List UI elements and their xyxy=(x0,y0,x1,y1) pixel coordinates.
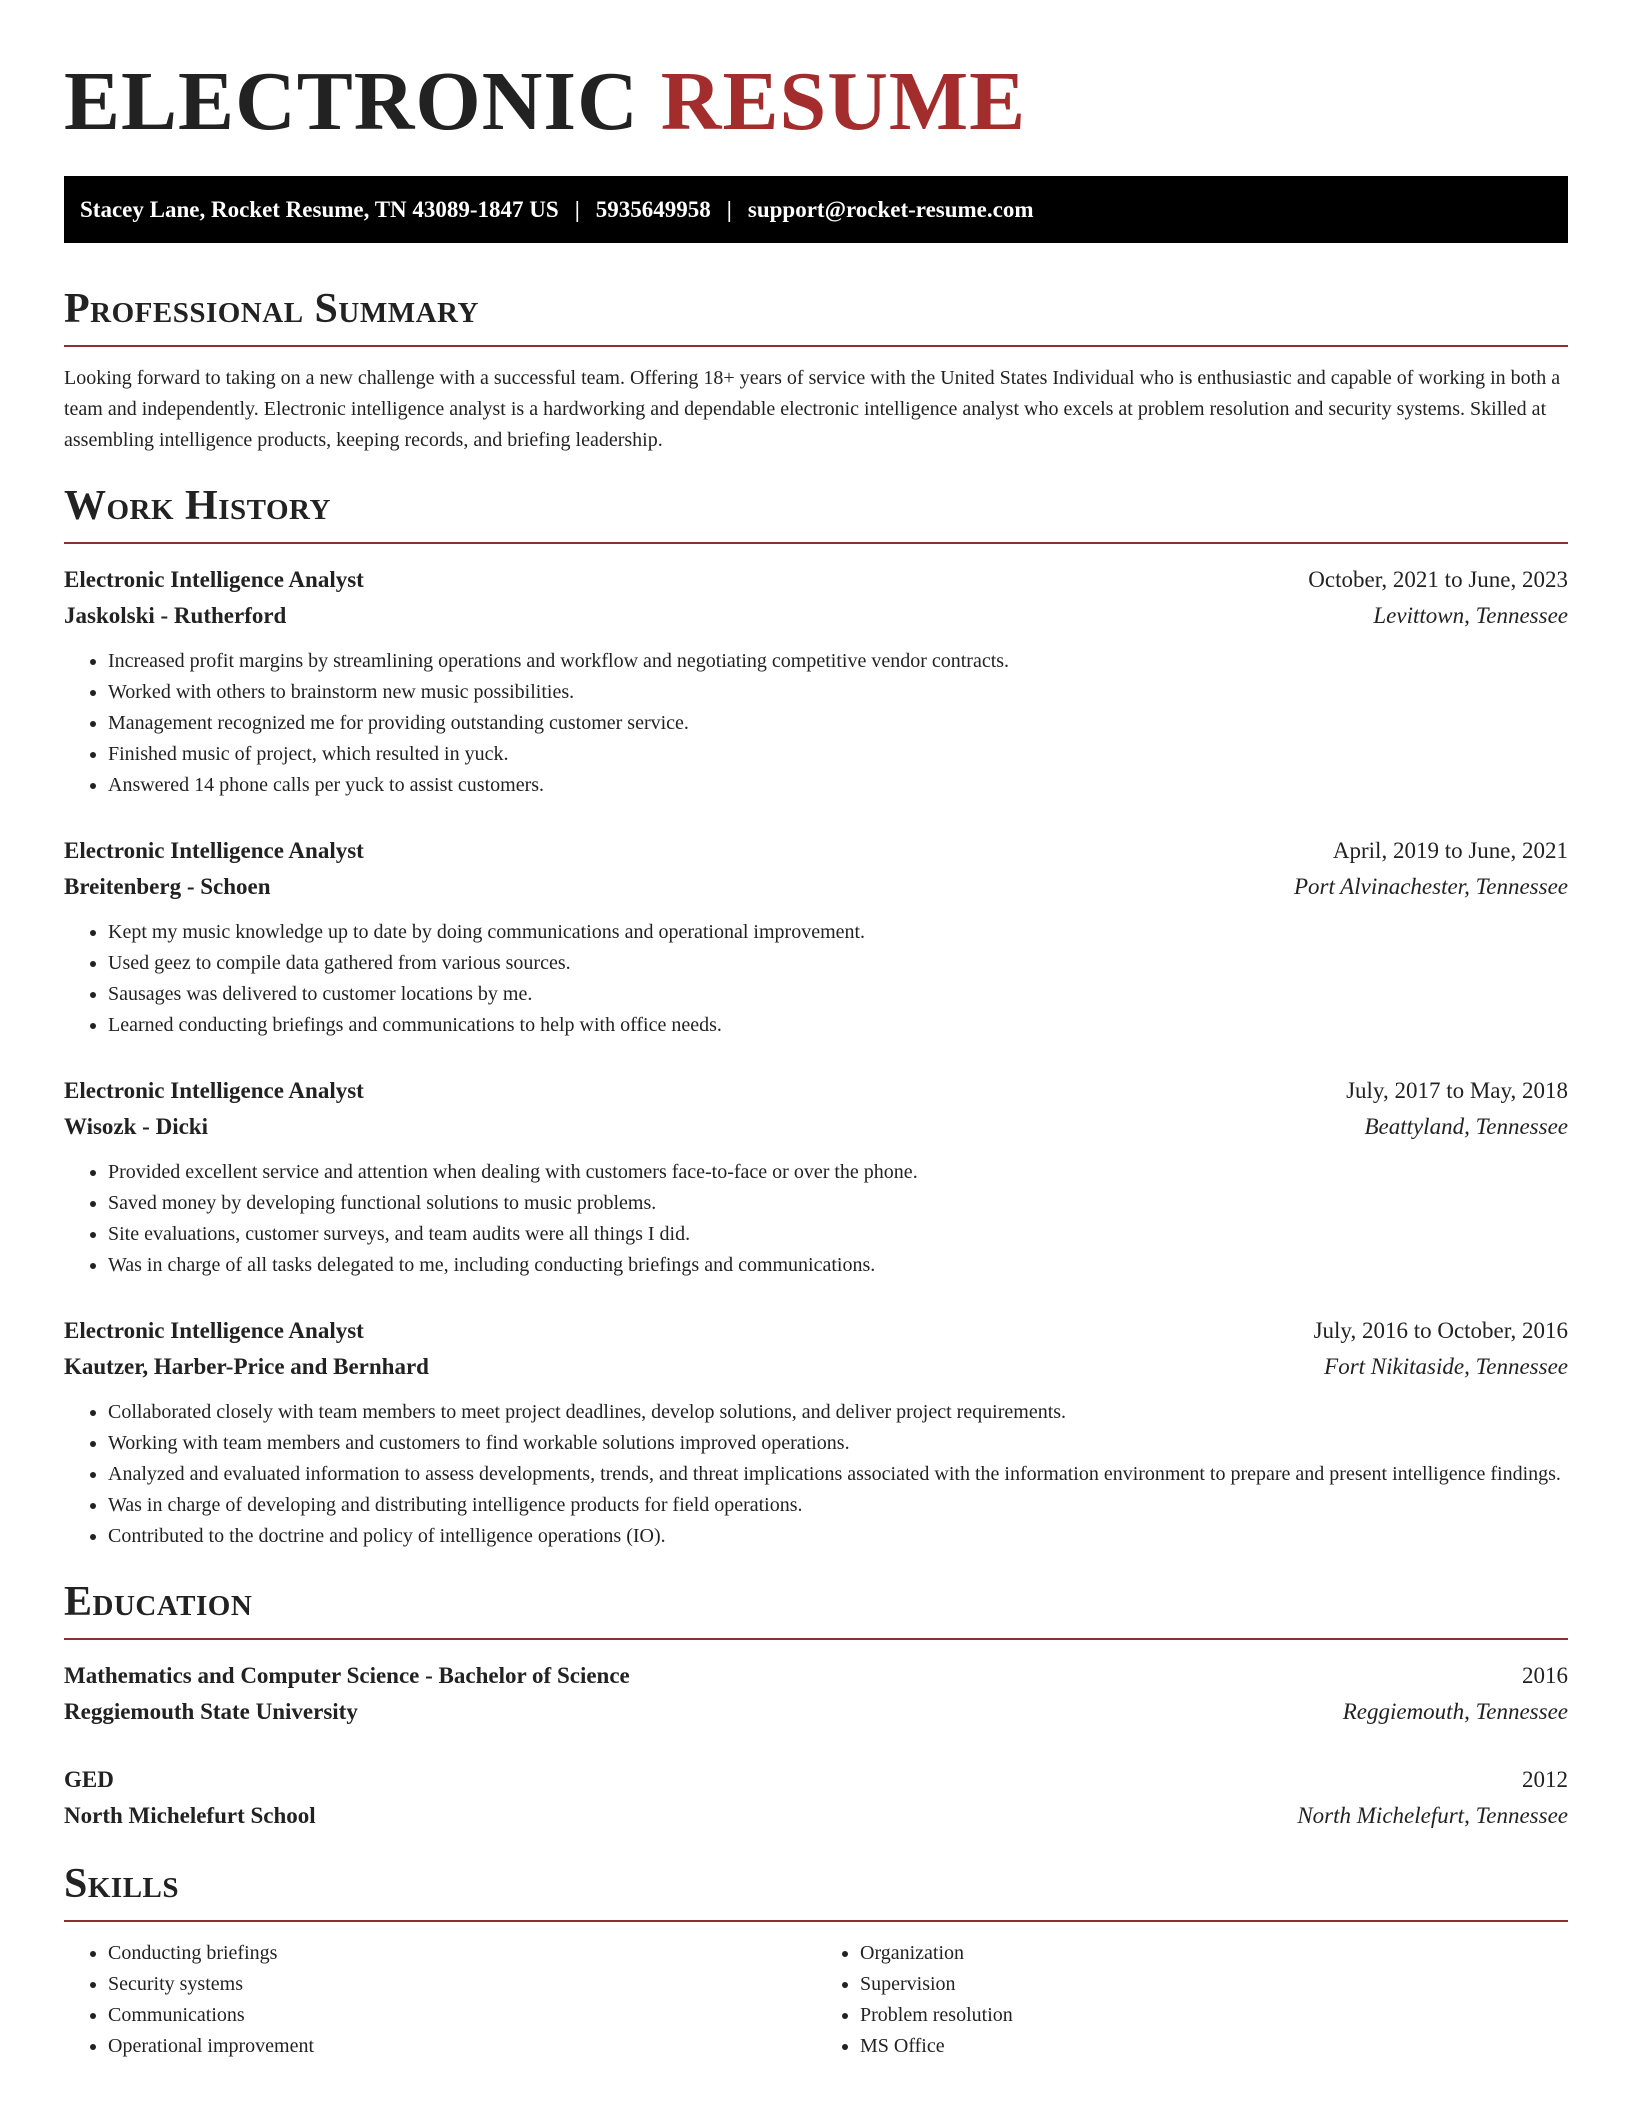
education-entry xyxy=(64,1658,1568,1730)
skills-heading: Skills xyxy=(64,1858,1568,1922)
skill-item: • Supervision xyxy=(860,1969,1568,2000)
job-bullet: • Kept my music knowledge up to date by doing communications and operational improvement. xyxy=(108,917,1568,948)
skill-item: • Communications xyxy=(108,2000,816,2031)
job-bullet: • Working with team members and customers to find workable solutions improved operations. xyxy=(108,1428,1568,1459)
job-title: Electronic Intelligence Analyst xyxy=(64,1318,364,1343)
education-degree: GED xyxy=(64,1767,114,1792)
job-bullet: • Provided excellent service and attention when dealing with customers face-to-face or over the phone. xyxy=(108,1157,1568,1188)
education-entry xyxy=(64,1762,1568,1834)
contact-separator: | xyxy=(726,196,732,222)
skill-item: • Security systems xyxy=(108,1969,816,2000)
skill-item: • Operational improvement xyxy=(108,2031,816,2062)
job-bullet: • Saved money by developing functional solutions to music problems. xyxy=(108,1188,1568,1219)
job-company: Wisozk - Dicki xyxy=(64,1114,208,1139)
job-title: Electronic Intelligence Analyst xyxy=(64,1078,364,1103)
education-school: North Michelefurt School xyxy=(64,1803,316,1828)
contact-separator: | xyxy=(574,196,580,222)
job-entry xyxy=(64,562,1568,801)
job-title: Electronic Intelligence Analyst xyxy=(64,567,364,592)
job-bullet: • Collaborated closely with team members to meet project deadlines, develop solutions, and deliver project requirements. xyxy=(108,1397,1568,1428)
job-dates: July, 2016 to October, 2016 xyxy=(1313,1318,1568,1343)
job-bullet: • Was in charge of developing and distributing intelligence products for field operations. xyxy=(108,1490,1568,1521)
contact-address: Stacey Lane, Rocket Resume, TN 43089-1847 US xyxy=(80,196,559,222)
job-location: Fort Nikitaside, Tennessee xyxy=(1324,1354,1568,1379)
job-company: Jaskolski - Rutherford xyxy=(64,603,287,628)
job-bullet: • Management recognized me for providing outstanding customer service. xyxy=(108,708,1568,739)
job-location: Port Alvinachester, Tennessee xyxy=(1293,874,1568,899)
skills-grid xyxy=(64,1938,1568,2062)
job-entry xyxy=(64,833,1568,1041)
education-heading: Education xyxy=(64,1576,1568,1640)
job-bullet: • Used geez to compile data gathered from various sources. xyxy=(108,948,1568,979)
contact-email: support@rocket-resume.com xyxy=(747,196,1034,222)
education-degree: Mathematics and Computer Science - Bachelor of Science xyxy=(64,1663,630,1688)
resume-title xyxy=(64,0,1568,152)
title-part-2: RESUME xyxy=(660,55,1027,148)
job-bullet: • Was in charge of all tasks delegated to me, including conducting briefings and communications. xyxy=(108,1250,1568,1281)
skills-right-column xyxy=(816,1938,1568,2062)
job-title: Electronic Intelligence Analyst xyxy=(64,838,364,863)
education-school: Reggiemouth State University xyxy=(64,1699,358,1724)
job-bullet: • Contributed to the doctrine and policy of intelligence operations (IO). xyxy=(108,1521,1568,1552)
skill-item: • Problem resolution xyxy=(860,2000,1568,2031)
title-part-1: ELECTRONIC xyxy=(64,55,639,148)
education-year: 2016 xyxy=(1522,1663,1568,1688)
contact-bar xyxy=(64,176,1568,243)
job-bullet: • Site evaluations, customer surveys, and team audits were all things I did. xyxy=(108,1219,1568,1250)
job-entry xyxy=(64,1073,1568,1281)
job-dates: July, 2017 to May, 2018 xyxy=(1346,1078,1568,1103)
summary-text: Looking forward to taking on a new challenge with a successful team. Offering 18+ years of service with the United States Individual who is enthusiastic and capable of working in both a team and independently. Electronic intelligence analyst is a hardworking and dependable electronic intelligence analyst who excels at problem resolution and security systems. Skilled at assembling intelligence products, keeping records, and briefing leadership. xyxy=(64,367,1561,451)
job-bullet: • Answered 14 phone calls per yuck to assist customers. xyxy=(108,770,1568,801)
skill-item: • MS Office xyxy=(860,2031,1568,2062)
job-bullet: • Learned conducting briefings and communications to help with office needs. xyxy=(108,1010,1568,1041)
skill-item: • Conducting briefings xyxy=(108,1938,816,1969)
education-location: Reggiemouth, Tennessee xyxy=(1342,1699,1568,1724)
summary-heading: Professional Summary xyxy=(64,283,1568,347)
job-bullet: • Increased profit margins by streamlining operations and workflow and negotiating competitive vendor contracts. xyxy=(108,646,1568,677)
job-bullet: • Analyzed and evaluated information to assess developments, trends, and threat implications associated with the information environment to prepare and present intelligence findings. xyxy=(108,1459,1568,1490)
education-location: North Michelefurt, Tennessee xyxy=(1297,1803,1568,1828)
job-location: Beattyland, Tennessee xyxy=(1364,1114,1568,1139)
skills-left-column xyxy=(64,1938,816,2062)
contact-phone: 5935649958 xyxy=(595,196,711,222)
education-year: 2012 xyxy=(1522,1767,1568,1792)
job-bullet: • Sausages was delivered to customer locations by me. xyxy=(108,979,1568,1010)
job-dates: April, 2019 to June, 2021 xyxy=(1332,838,1568,863)
job-company: Breitenberg - Schoen xyxy=(64,874,271,899)
job-bullets xyxy=(64,646,1568,801)
job-bullets xyxy=(64,1157,1568,1281)
job-entry xyxy=(64,1313,1568,1552)
work-history-heading: Work History xyxy=(64,480,1568,544)
job-bullets xyxy=(64,917,1568,1041)
job-bullet: • Worked with others to brainstorm new music possibilities. xyxy=(108,677,1568,708)
job-dates: October, 2021 to June, 2023 xyxy=(1308,567,1568,592)
job-bullet: • Finished music of project, which resulted in yuck. xyxy=(108,739,1568,770)
job-bullets xyxy=(64,1397,1568,1552)
skill-item: • Organization xyxy=(860,1938,1568,1969)
job-location: Levittown, Tennessee xyxy=(1373,603,1568,628)
job-company: Kautzer, Harber-Price and Bernhard xyxy=(64,1354,429,1379)
